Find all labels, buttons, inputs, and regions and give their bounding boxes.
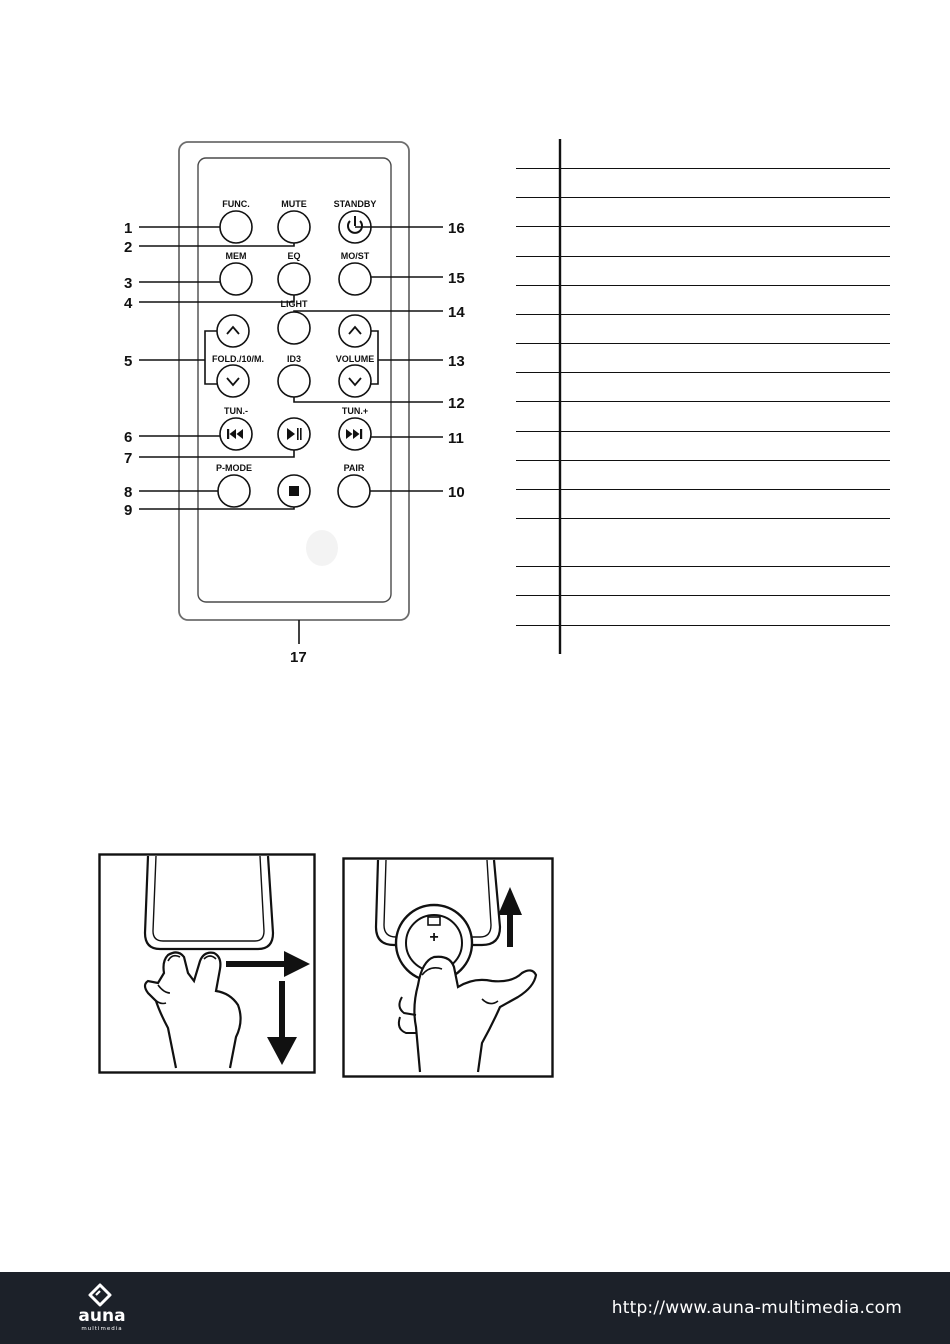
- light-button-label: LIGHT: [280, 299, 308, 309]
- pair-button[interactable]: [338, 475, 370, 507]
- volume-up-button[interactable]: [339, 315, 371, 347]
- auna-logo: [52, 1279, 152, 1335]
- p-mode-button[interactable]: [218, 475, 250, 507]
- light-button[interactable]: [278, 312, 310, 344]
- id3-button-label: ID3: [286, 354, 302, 364]
- pair-button-label: PAIR: [343, 463, 365, 473]
- most-button[interactable]: [339, 263, 371, 295]
- callout-5: 5: [124, 353, 133, 370]
- folder-button-label: FOLD./10/M.: [211, 354, 265, 364]
- folder-down-button[interactable]: [217, 365, 249, 397]
- mem-button[interactable]: [220, 263, 252, 295]
- logo-emblem-icon: [90, 1285, 110, 1305]
- callout-10: 10: [448, 484, 465, 501]
- id3-button[interactable]: [278, 365, 310, 397]
- func-button-label: FUNC.: [222, 199, 250, 209]
- eq-button-label: EQ: [287, 251, 301, 261]
- battery-remove-illustration: [342, 857, 554, 1079]
- callout-7: 7: [124, 450, 133, 467]
- callout-4: 4: [124, 295, 133, 312]
- website-link[interactable]: http://www.auna-multimedia.com: [611, 1298, 902, 1318]
- logo-subtext: multimedia: [81, 1326, 123, 1332]
- standby-button-label: STANDBY: [333, 199, 377, 209]
- svg-text:+: +: [429, 929, 439, 946]
- mute-button-label: MUTE: [281, 199, 307, 209]
- tun-plus-button-label: TUN.+: [341, 406, 369, 416]
- func-button[interactable]: [220, 211, 252, 243]
- callout-8: 8: [124, 484, 133, 501]
- eq-button[interactable]: [278, 263, 310, 295]
- callout-17: 17: [290, 649, 307, 666]
- mute-button[interactable]: [278, 211, 310, 243]
- volume-down-button[interactable]: [339, 365, 371, 397]
- battery-tray-pull-illustration: [98, 853, 316, 1075]
- folder-up-button[interactable]: [217, 315, 249, 347]
- callout-13: 13: [448, 353, 465, 370]
- stop-icon: [289, 486, 299, 496]
- callout-11: 11: [448, 430, 464, 447]
- callout-1: 1: [124, 220, 133, 237]
- callout-6: 6: [124, 429, 133, 446]
- logo-wordmark: auna: [78, 1306, 126, 1326]
- mem-button-label: MEM: [225, 251, 247, 261]
- remote-control-diagram: [110, 130, 500, 670]
- callout-15: 15: [448, 270, 465, 287]
- volume-button-label: VOLUME: [335, 354, 375, 364]
- callout-14: 14: [448, 304, 465, 321]
- most-button-label: MO/ST: [340, 251, 370, 261]
- callout-3: 3: [124, 275, 133, 292]
- legend-table: [512, 138, 892, 656]
- callout-2: 2: [124, 239, 133, 256]
- p-mode-button-label: P-MODE: [216, 463, 252, 473]
- callout-9: 9: [124, 502, 133, 519]
- callout-12: 12: [448, 395, 465, 412]
- callout-16: 16: [448, 220, 465, 237]
- tun-minus-button-label: TUN.-: [224, 406, 248, 416]
- table-rows: [516, 169, 890, 626]
